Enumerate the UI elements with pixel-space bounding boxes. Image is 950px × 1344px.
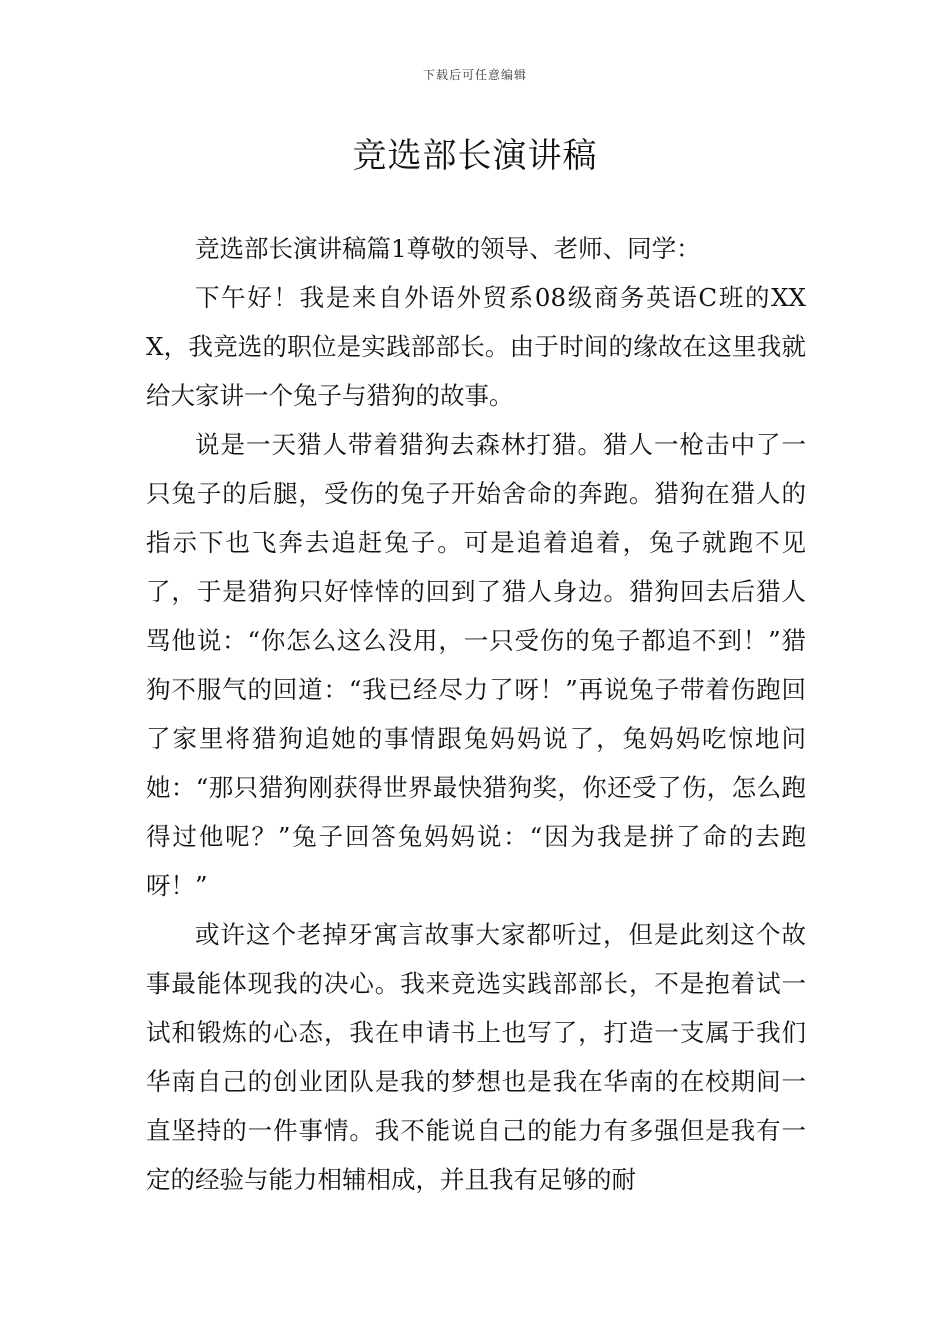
paragraph-story: 说是一天猎人带着猎狗去森林打猎。猎人一枪击中了一只兔子的后腿，受伤的兔子开始舍命的奔跑。猎狗在猎人的指示下也飞奔去追赶兔子。可是追着追着，兔子就跑不见了，于是猎狗只好悻悻的回到了猎人身边。猎狗回去后猎人骂他说：“你怎么这么没用，一只受伤的兔子都追不到！”猎狗不服气的回道：“我已经尽力了呀！”再说兔子带着伤跑回了家里将猎狗追她的事情跟兔妈妈说了，兔妈妈吃惊地问她：“那只猎狗刚获得世界最快猎狗奖，你还受了伤，怎么跑得过他呢？”兔子回答兔妈妈说：“因为我是拼了命的去跑呀！”: [146, 430, 806, 900]
document-body: [146, 224, 806, 1204]
paragraph-greeting: 竞选部长演讲稿篇1尊敬的领导、老师、同学：: [195, 234, 701, 263]
paragraph-resolution: 或许这个老掉牙寓言故事大家都听过，但是此刻这个故事最能体现我的决心。我来竞选实践部部长，不是抱着试一试和锻炼的心态，我在申请书上也写了，打造一支属于我们华南自己的创业团队是我的梦想也是我在华南的在校期间一直坚持的一件事情。我不能说自己的能力有多强但是我有一定的经验与能力相辅相成，并且我有足够的耐: [146, 920, 806, 1194]
header-note: 下载后可任意编辑: [422, 68, 527, 82]
paragraph-introduction: 下午好！我是来自外语外贸系08级商务英语C班的XXX，我竞选的职位是实践部部长。由于时间的缘故在这里我就给大家讲一个兔子与猎狗的故事。: [146, 283, 806, 410]
page-title: 竞选部长演讲稿: [352, 136, 598, 176]
